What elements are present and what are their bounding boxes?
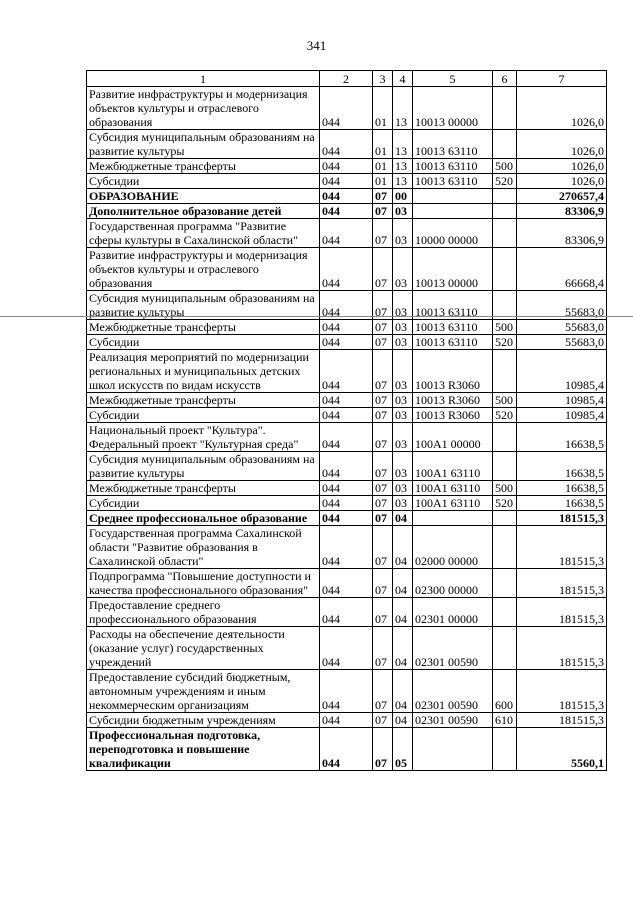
row-code-6: 500: [493, 159, 517, 174]
header-cell: 1: [87, 71, 320, 87]
table-row: [87, 728, 607, 771]
row-code-6: [493, 248, 517, 291]
row-name: Субсидии: [87, 335, 320, 350]
row-code-4: 03: [393, 408, 413, 423]
row-sum: 5560,1: [517, 728, 607, 771]
row-name: Профессиональная подготовка, переподготовка и повышение квалификации: [87, 728, 320, 771]
row-sum: 181515,3: [517, 526, 607, 569]
row-sum: 16638,5: [517, 496, 607, 511]
table-row: [87, 335, 607, 350]
row-code-3: 01: [373, 130, 393, 159]
row-code-3: 07: [373, 569, 393, 598]
row-code-2: 044: [320, 350, 373, 393]
row-code-6: [493, 219, 517, 248]
row-code-2: 044: [320, 598, 373, 627]
page-number: 341: [306, 38, 327, 53]
table-row: [87, 670, 607, 713]
row-name: Предоставление субсидий бюджетным, автономным учреждениям и иным некоммерческим организациям: [87, 670, 320, 713]
row-sum: 10985,4: [517, 393, 607, 408]
row-name: Национальный проект "Культура". Федеральный проект "Культурная среда": [87, 423, 320, 452]
row-sum: 181515,3: [517, 670, 607, 713]
row-code-4: 04: [393, 598, 413, 627]
row-code-3: 07: [373, 408, 393, 423]
budget-table: [86, 70, 607, 771]
row-code-5: 100A1 63110: [413, 496, 493, 511]
row-code-4: 03: [393, 496, 413, 511]
row-code-2: 044: [320, 569, 373, 598]
row-code-5: 100A1 00000: [413, 423, 493, 452]
row-sum: 181515,3: [517, 713, 607, 728]
row-code-2: 044: [320, 627, 373, 670]
row-code-5: 10013 R3060: [413, 393, 493, 408]
row-code-6: [493, 130, 517, 159]
header-cell: 2: [320, 71, 373, 87]
row-name: Государственная программа Сахалинской области "Развитие образования в Сахалинской области": [87, 526, 320, 569]
table-row: [87, 248, 607, 291]
row-code-6: 520: [493, 408, 517, 423]
row-code-4: 03: [393, 320, 413, 335]
row-code-2: 044: [320, 452, 373, 481]
row-code-6: [493, 189, 517, 204]
table-row: [87, 350, 607, 393]
row-code-3: 07: [373, 627, 393, 670]
row-name: Субсидия муниципальным образованиям на развитие культуры: [87, 452, 320, 481]
row-sum: 16638,5: [517, 423, 607, 452]
row-code-2: 044: [320, 219, 373, 248]
row-code-5: 02301 00000: [413, 598, 493, 627]
row-name: Межбюджетные трансферты: [87, 159, 320, 174]
row-code-6: 500: [493, 481, 517, 496]
row-sum: 1026,0: [517, 130, 607, 159]
row-code-6: [493, 627, 517, 670]
row-code-5: [413, 204, 493, 219]
row-code-4: 03: [393, 452, 413, 481]
row-code-4: 03: [393, 335, 413, 350]
row-code-2: 044: [320, 728, 373, 771]
row-name: ОБРАЗОВАНИЕ: [87, 189, 320, 204]
table-row: [87, 569, 607, 598]
table-row: [87, 408, 607, 423]
table-row: [87, 320, 607, 335]
header-cell: 7: [517, 71, 607, 87]
row-code-4: 04: [393, 670, 413, 713]
row-sum: 83306,9: [517, 204, 607, 219]
row-code-5: 10013 00000: [413, 87, 493, 130]
row-code-3: 01: [373, 159, 393, 174]
row-code-5: 10013 00000: [413, 248, 493, 291]
row-sum: 1026,0: [517, 174, 607, 189]
row-name: Субсидия муниципальным образованиям на развитие культуры: [87, 130, 320, 159]
row-code-2: 044: [320, 481, 373, 496]
row-code-6: [493, 728, 517, 771]
row-sum: 66668,4: [517, 248, 607, 291]
row-code-3: 07: [373, 189, 393, 204]
row-code-2: 044: [320, 511, 373, 526]
row-code-3: 07: [373, 423, 393, 452]
row-name: Субсидии: [87, 408, 320, 423]
row-code-6: [493, 204, 517, 219]
row-sum: 181515,3: [517, 511, 607, 526]
row-sum: 1026,0: [517, 159, 607, 174]
row-code-2: 044: [320, 526, 373, 569]
row-name: Государственная программа "Развитие сферы культуры в Сахалинской области": [87, 219, 320, 248]
row-code-6: 500: [493, 320, 517, 335]
row-code-4: 13: [393, 87, 413, 130]
row-code-4: 03: [393, 481, 413, 496]
row-code-4: 04: [393, 713, 413, 728]
table-row: [87, 219, 607, 248]
row-code-3: 07: [373, 204, 393, 219]
row-code-5: 10013 63110: [413, 174, 493, 189]
row-code-4: 03: [393, 248, 413, 291]
row-sum: 181515,3: [517, 598, 607, 627]
table-row: [87, 130, 607, 159]
row-name: Межбюджетные трансферты: [87, 320, 320, 335]
row-code-6: [493, 87, 517, 130]
row-code-4: 03: [393, 204, 413, 219]
row-code-4: 13: [393, 130, 413, 159]
row-code-2: 044: [320, 130, 373, 159]
row-name: Субсидии: [87, 496, 320, 511]
row-code-5: 10013 63110: [413, 320, 493, 335]
row-code-5: 10013 63110: [413, 130, 493, 159]
row-code-5: 10013 63110: [413, 335, 493, 350]
row-code-5: 02000 00000: [413, 526, 493, 569]
row-code-5: [413, 728, 493, 771]
row-code-2: 044: [320, 174, 373, 189]
row-code-6: 610: [493, 713, 517, 728]
row-code-4: 03: [393, 393, 413, 408]
row-code-3: 07: [373, 713, 393, 728]
table-row: [87, 627, 607, 670]
row-code-2: 044: [320, 393, 373, 408]
table-row: [87, 511, 607, 526]
row-code-5: [413, 511, 493, 526]
row-code-2: 044: [320, 189, 373, 204]
table-row: [87, 496, 607, 511]
row-code-6: [493, 569, 517, 598]
row-code-5: 10013 63110: [413, 291, 493, 320]
row-code-6: 520: [493, 335, 517, 350]
row-code-4: 04: [393, 627, 413, 670]
row-code-2: 044: [320, 204, 373, 219]
row-code-2: 044: [320, 408, 373, 423]
row-sum: 55683,0: [517, 320, 607, 335]
row-name: Развитие инфраструктуры и модернизация объектов культуры и отраслевого образования: [87, 248, 320, 291]
row-code-6: 520: [493, 174, 517, 189]
row-code-3: 07: [373, 728, 393, 771]
row-code-4: 04: [393, 569, 413, 598]
table-row: [87, 423, 607, 452]
scan-line: [0, 316, 633, 317]
row-code-6: [493, 350, 517, 393]
row-code-3: 07: [373, 670, 393, 713]
header-cell: 5: [413, 71, 493, 87]
row-code-3: 07: [373, 219, 393, 248]
row-code-5: 02301 00590: [413, 713, 493, 728]
row-code-6: 500: [493, 393, 517, 408]
row-code-3: 07: [373, 350, 393, 393]
table-row: [87, 481, 607, 496]
row-code-2: 044: [320, 496, 373, 511]
row-sum: 16638,5: [517, 452, 607, 481]
row-name: Подпрограмма "Повышение доступности и качества профессионального образования": [87, 569, 320, 598]
header-row: [87, 71, 607, 87]
table-row: [87, 204, 607, 219]
row-sum: 181515,3: [517, 627, 607, 670]
row-code-5: 10013 R3060: [413, 350, 493, 393]
row-code-3: 07: [373, 496, 393, 511]
row-code-6: [493, 526, 517, 569]
row-code-4: 04: [393, 526, 413, 569]
row-code-6: 520: [493, 496, 517, 511]
row-code-6: 600: [493, 670, 517, 713]
row-sum: 55683,0: [517, 291, 607, 320]
row-code-3: 01: [373, 174, 393, 189]
row-code-2: 044: [320, 248, 373, 291]
row-sum: 10985,4: [517, 408, 607, 423]
row-code-2: 044: [320, 670, 373, 713]
row-code-5: 02301 00590: [413, 627, 493, 670]
table-row: [87, 393, 607, 408]
row-code-3: 07: [373, 481, 393, 496]
row-code-3: 07: [373, 598, 393, 627]
row-code-3: 07: [373, 335, 393, 350]
row-sum: 55683,0: [517, 335, 607, 350]
row-code-5: [413, 189, 493, 204]
row-code-3: 07: [373, 526, 393, 569]
table-row: [87, 189, 607, 204]
table-row: [87, 159, 607, 174]
row-name: Межбюджетные трансферты: [87, 481, 320, 496]
row-code-3: 07: [373, 248, 393, 291]
row-code-4: 00: [393, 189, 413, 204]
row-sum: 10985,4: [517, 350, 607, 393]
row-code-4: 03: [393, 423, 413, 452]
row-code-5: 10000 00000: [413, 219, 493, 248]
table-row: [87, 526, 607, 569]
row-code-5: 02301 00590: [413, 670, 493, 713]
row-code-4: 03: [393, 350, 413, 393]
row-code-6: [493, 452, 517, 481]
row-name: Среднее профессиональное образование: [87, 511, 320, 526]
row-code-3: 07: [373, 291, 393, 320]
row-code-2: 044: [320, 335, 373, 350]
row-code-5: 10013 63110: [413, 159, 493, 174]
row-name: Реализация мероприятий по модернизации региональных и муниципальных детских школ искусств по видам искусств: [87, 350, 320, 393]
row-code-5: 100A1 63110: [413, 452, 493, 481]
row-sum: 16638,5: [517, 481, 607, 496]
row-code-2: 044: [320, 87, 373, 130]
row-code-3: 01: [373, 87, 393, 130]
row-code-2: 044: [320, 423, 373, 452]
row-code-5: 10013 R3060: [413, 408, 493, 423]
row-code-2: 044: [320, 320, 373, 335]
table-row: [87, 87, 607, 130]
row-code-5: 02300 00000: [413, 569, 493, 598]
row-code-3: 07: [373, 320, 393, 335]
table-row: [87, 598, 607, 627]
table-row: [87, 452, 607, 481]
row-code-6: [493, 511, 517, 526]
row-sum: 181515,3: [517, 569, 607, 598]
header-cell: 4: [393, 71, 413, 87]
row-code-3: 07: [373, 452, 393, 481]
row-code-6: [493, 598, 517, 627]
row-code-4: 03: [393, 219, 413, 248]
row-code-5: 100A1 63110: [413, 481, 493, 496]
table-row: [87, 713, 607, 728]
row-code-4: 05: [393, 728, 413, 771]
row-name: Дополнительное образование детей: [87, 204, 320, 219]
row-name: Субсидия муниципальным образованиям на развитие культуры: [87, 291, 320, 320]
row-sum: 1026,0: [517, 87, 607, 130]
row-code-4: 13: [393, 174, 413, 189]
row-sum: 270657,4: [517, 189, 607, 204]
row-code-4: 04: [393, 511, 413, 526]
row-code-2: 044: [320, 713, 373, 728]
row-code-3: 07: [373, 511, 393, 526]
row-name: Межбюджетные трансферты: [87, 393, 320, 408]
row-code-6: [493, 423, 517, 452]
row-name: Предоставление среднего профессионального образования: [87, 598, 320, 627]
row-name: Расходы на обеспечение деятельности (оказание услуг) государственных учреждений: [87, 627, 320, 670]
row-code-3: 07: [373, 393, 393, 408]
row-code-2: 044: [320, 159, 373, 174]
row-code-4: 03: [393, 291, 413, 320]
row-name: Субсидии бюджетным учреждениям: [87, 713, 320, 728]
row-name: Субсидии: [87, 174, 320, 189]
table-row: [87, 174, 607, 189]
row-code-2: 044: [320, 291, 373, 320]
header-cell: 6: [493, 71, 517, 87]
row-code-4: 13: [393, 159, 413, 174]
row-sum: 83306,9: [517, 219, 607, 248]
header-cell: 3: [373, 71, 393, 87]
row-name: Развитие инфраструктуры и модернизация объектов культуры и отраслевого образования: [87, 87, 320, 130]
